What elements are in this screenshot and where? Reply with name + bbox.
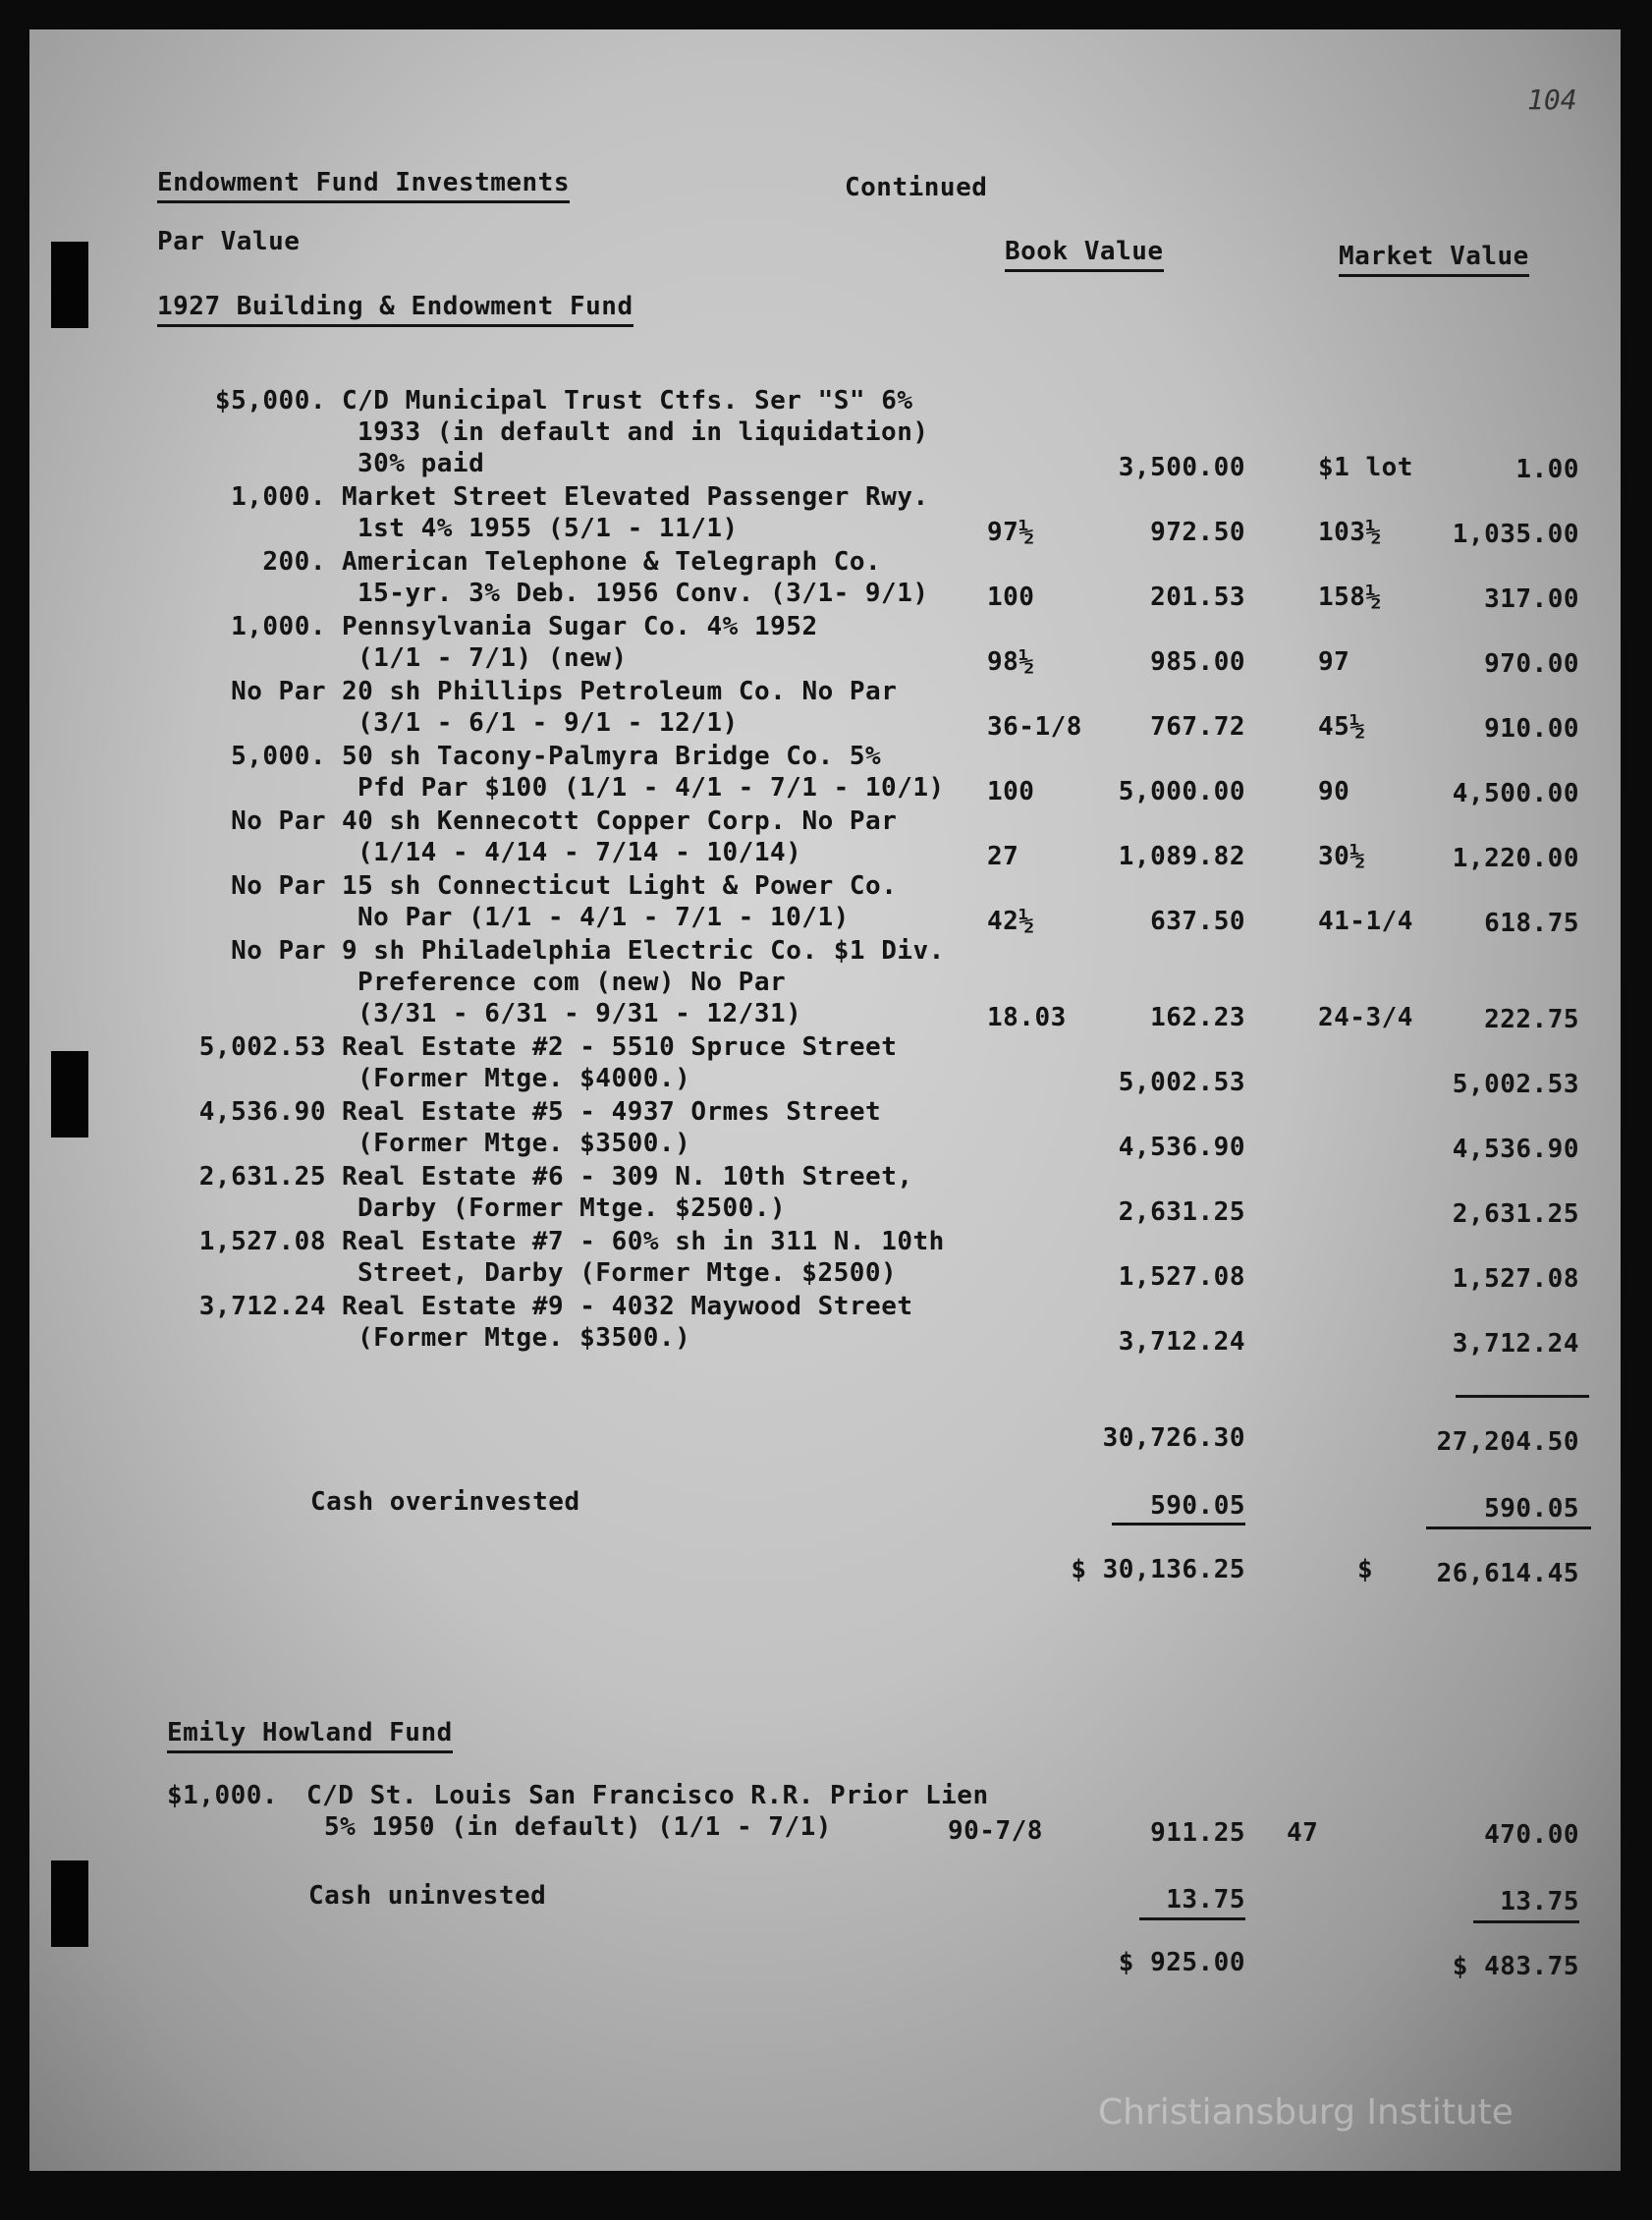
par-cell: 3,712.24 bbox=[198, 1292, 326, 1321]
book-cell: 911.25 bbox=[1150, 1818, 1245, 1848]
description-line: (3/31 - 6/31 - 9/31 - 12/31) bbox=[358, 999, 802, 1028]
total-market: 26,614.45 bbox=[1436, 1559, 1579, 1588]
price-cell: 98½ bbox=[987, 647, 1035, 677]
par-cell: 4,536.90 bbox=[198, 1097, 326, 1127]
market-price-cell: 30½ bbox=[1318, 842, 1366, 871]
rule bbox=[1112, 1523, 1245, 1526]
market-cell: 1,527.08 bbox=[1452, 1264, 1579, 1294]
subtotal-market: 27,204.50 bbox=[1436, 1427, 1579, 1457]
par-cell: $1,000. bbox=[167, 1781, 279, 1810]
price-cell: 90-7/8 bbox=[948, 1816, 1043, 1846]
description-line: (1/1 - 7/1) (new) bbox=[358, 643, 628, 673]
description-line: 20 sh Phillips Petroleum Co. No Par bbox=[342, 677, 898, 706]
book-cell: 972.50 bbox=[1150, 518, 1245, 547]
book-cell: 767.72 bbox=[1150, 712, 1245, 742]
binder-tab bbox=[51, 1860, 88, 1947]
market-cell: 1,220.00 bbox=[1452, 844, 1579, 873]
description-line: Real Estate #2 - 5510 Spruce Street bbox=[342, 1032, 898, 1062]
par-cell: 200. bbox=[262, 547, 326, 577]
description-line: (Former Mtge. $3500.) bbox=[358, 1129, 691, 1158]
total-book: $ 30,136.25 bbox=[1071, 1555, 1245, 1584]
price-cell: 42½ bbox=[987, 907, 1035, 936]
description-line: Pennsylvania Sugar Co. 4% 1952 bbox=[342, 612, 818, 641]
par-cell: $5,000. bbox=[214, 386, 326, 416]
description-line: Preference com (new) No Par bbox=[358, 968, 787, 997]
description-line: Pfd Par $100 (1/1 - 4/1 - 7/1 - 10/1) bbox=[358, 773, 945, 803]
description-line: (1/14 - 4/14 - 7/14 - 10/14) bbox=[358, 838, 802, 867]
description-line: Market Street Elevated Passenger Rwy. bbox=[342, 482, 929, 512]
fund-title: 1927 Building & Endowment Fund bbox=[157, 291, 633, 327]
par-cell: No Par bbox=[231, 936, 326, 966]
description-line: Real Estate #9 - 4032 Maywood Street bbox=[342, 1292, 913, 1321]
rule bbox=[1426, 1526, 1591, 1529]
description-line: 50 sh Tacony-Palmyra Bridge Co. 5% bbox=[342, 742, 882, 771]
cash-market: 590.05 bbox=[1484, 1494, 1579, 1524]
document-page bbox=[29, 29, 1621, 2171]
price-cell: 18.03 bbox=[987, 1003, 1067, 1032]
description-line: Street, Darby (Former Mtge. $2500) bbox=[358, 1258, 898, 1288]
description-line: (Former Mtge. $4000.) bbox=[358, 1064, 691, 1093]
description-line: No Par (1/1 - 4/1 - 7/1 - 10/1) bbox=[358, 903, 850, 932]
description-line: C/D Municipal Trust Ctfs. Ser "S" 6% bbox=[342, 386, 913, 416]
market-price-cell: $1 lot bbox=[1318, 453, 1413, 482]
market-value-header: Market Value bbox=[1339, 241, 1529, 277]
market-price-cell: 97 bbox=[1318, 647, 1350, 677]
binder-tab bbox=[51, 242, 88, 328]
binder-tab bbox=[51, 1051, 88, 1138]
book-cell: 3,712.24 bbox=[1118, 1327, 1245, 1357]
description-line: Real Estate #6 - 309 N. 10th Street, bbox=[342, 1162, 913, 1192]
fund-title: Emily Howland Fund bbox=[167, 1717, 453, 1753]
par-cell: 2,631.25 bbox=[198, 1162, 326, 1192]
market-price-cell: 45½ bbox=[1318, 712, 1366, 742]
price-cell: 36-1/8 bbox=[987, 712, 1082, 742]
description-line: 5% 1950 (in default) (1/1 - 7/1) bbox=[324, 1812, 832, 1842]
book-cell: 1,527.08 bbox=[1118, 1262, 1245, 1292]
market-price-cell: 41-1/4 bbox=[1318, 907, 1413, 936]
description-line: 40 sh Kennecott Copper Corp. No Par bbox=[342, 806, 898, 836]
book-cell: 5,000.00 bbox=[1118, 777, 1245, 806]
price-cell: 100 bbox=[987, 583, 1035, 612]
book-cell: 985.00 bbox=[1150, 647, 1245, 677]
description-line: C/D St. Louis San Francisco R.R. Prior Lien bbox=[306, 1781, 989, 1810]
price-cell: 97½ bbox=[987, 518, 1035, 547]
par-cell: 1,527.08 bbox=[198, 1227, 326, 1256]
par-cell: 1,000. bbox=[231, 612, 326, 641]
book-cell: 201.53 bbox=[1150, 583, 1245, 612]
market-cell: 3,712.24 bbox=[1452, 1329, 1579, 1359]
description-line: 15 sh Connecticut Light & Power Co. bbox=[342, 871, 898, 901]
book-cell: 2,631.25 bbox=[1118, 1197, 1245, 1227]
market-cell: 222.75 bbox=[1484, 1005, 1579, 1034]
market-cell: 910.00 bbox=[1484, 714, 1579, 744]
price-cell: 100 bbox=[987, 777, 1035, 806]
description-line: 1st 4% 1955 (5/1 - 11/1) bbox=[358, 514, 739, 543]
market-cell: 618.75 bbox=[1484, 909, 1579, 938]
par-cell: No Par bbox=[231, 677, 326, 706]
par-cell: 5,000. bbox=[231, 742, 326, 771]
rule bbox=[1473, 1920, 1579, 1923]
book-cell: 5,002.53 bbox=[1118, 1068, 1245, 1097]
par-cell: 1,000. bbox=[231, 482, 326, 512]
total-market: $ 483.75 bbox=[1452, 1952, 1579, 1981]
cash-label: Cash uninvested bbox=[308, 1881, 547, 1911]
market-cell: 317.00 bbox=[1484, 584, 1579, 614]
rule bbox=[1139, 1917, 1245, 1920]
description-line: Real Estate #7 - 60% sh in 311 N. 10th bbox=[342, 1227, 945, 1256]
total-market-sign: $ bbox=[1357, 1555, 1374, 1584]
book-cell: 162.23 bbox=[1150, 1003, 1245, 1032]
book-cell: 3,500.00 bbox=[1118, 453, 1245, 482]
market-price-cell: 24-3/4 bbox=[1318, 1003, 1413, 1032]
market-price-cell: 158½ bbox=[1318, 583, 1382, 612]
market-cell: 4,500.00 bbox=[1452, 779, 1579, 808]
cash-market: 13.75 bbox=[1500, 1887, 1579, 1916]
book-cell: 637.50 bbox=[1150, 907, 1245, 936]
par-value-header: Par Value bbox=[157, 227, 301, 256]
watermark: Christiansburg Institute bbox=[1098, 2092, 1514, 2133]
book-value-header: Book Value bbox=[1005, 236, 1164, 272]
market-cell: 1,035.00 bbox=[1452, 520, 1579, 549]
page-number: 104 bbox=[1527, 83, 1577, 116]
continued-label: Continued bbox=[845, 173, 988, 202]
cash-label: Cash overinvested bbox=[310, 1487, 580, 1517]
market-price-cell: 103½ bbox=[1318, 518, 1382, 547]
description-line: 1933 (in default and in liquidation) bbox=[358, 417, 929, 447]
market-cell: 4,536.90 bbox=[1452, 1135, 1579, 1164]
book-cell: 4,536.90 bbox=[1118, 1133, 1245, 1162]
cash-book: 13.75 bbox=[1166, 1885, 1245, 1915]
description-line: Real Estate #5 - 4937 Ormes Street bbox=[342, 1097, 882, 1127]
description-line: Darby (Former Mtge. $2500.) bbox=[358, 1193, 787, 1223]
market-price-cell: 47 bbox=[1287, 1818, 1319, 1848]
page-title: Endowment Fund Investments bbox=[157, 167, 570, 203]
market-price-cell: 90 bbox=[1318, 777, 1350, 806]
par-cell: No Par bbox=[231, 806, 326, 836]
description-line: 9 sh Philadelphia Electric Co. $1 Div. bbox=[342, 936, 945, 966]
description-line: (Former Mtge. $3500.) bbox=[358, 1323, 691, 1353]
market-cell: 970.00 bbox=[1484, 649, 1579, 679]
book-cell: 1,089.82 bbox=[1118, 842, 1245, 871]
par-cell: 5,002.53 bbox=[198, 1032, 326, 1062]
price-cell: 27 bbox=[987, 842, 1019, 871]
description-line: American Telephone & Telegraph Co. bbox=[342, 547, 882, 577]
market-cell: 5,002.53 bbox=[1452, 1070, 1579, 1099]
par-cell: No Par bbox=[231, 871, 326, 901]
subtotal-book: 30,726.30 bbox=[1102, 1423, 1245, 1453]
rule bbox=[1456, 1395, 1589, 1398]
total-book: $ 925.00 bbox=[1118, 1948, 1245, 1977]
market-cell: 2,631.25 bbox=[1452, 1199, 1579, 1229]
description-line: 15-yr. 3% Deb. 1956 Conv. (3/1- 9/1) bbox=[358, 579, 929, 608]
cash-book: 590.05 bbox=[1150, 1491, 1245, 1521]
description-line: (3/1 - 6/1 - 9/1 - 12/1) bbox=[358, 708, 739, 738]
market-cell: 1.00 bbox=[1515, 455, 1579, 484]
description-line: 30% paid bbox=[358, 449, 485, 478]
market-cell: 470.00 bbox=[1484, 1820, 1579, 1850]
